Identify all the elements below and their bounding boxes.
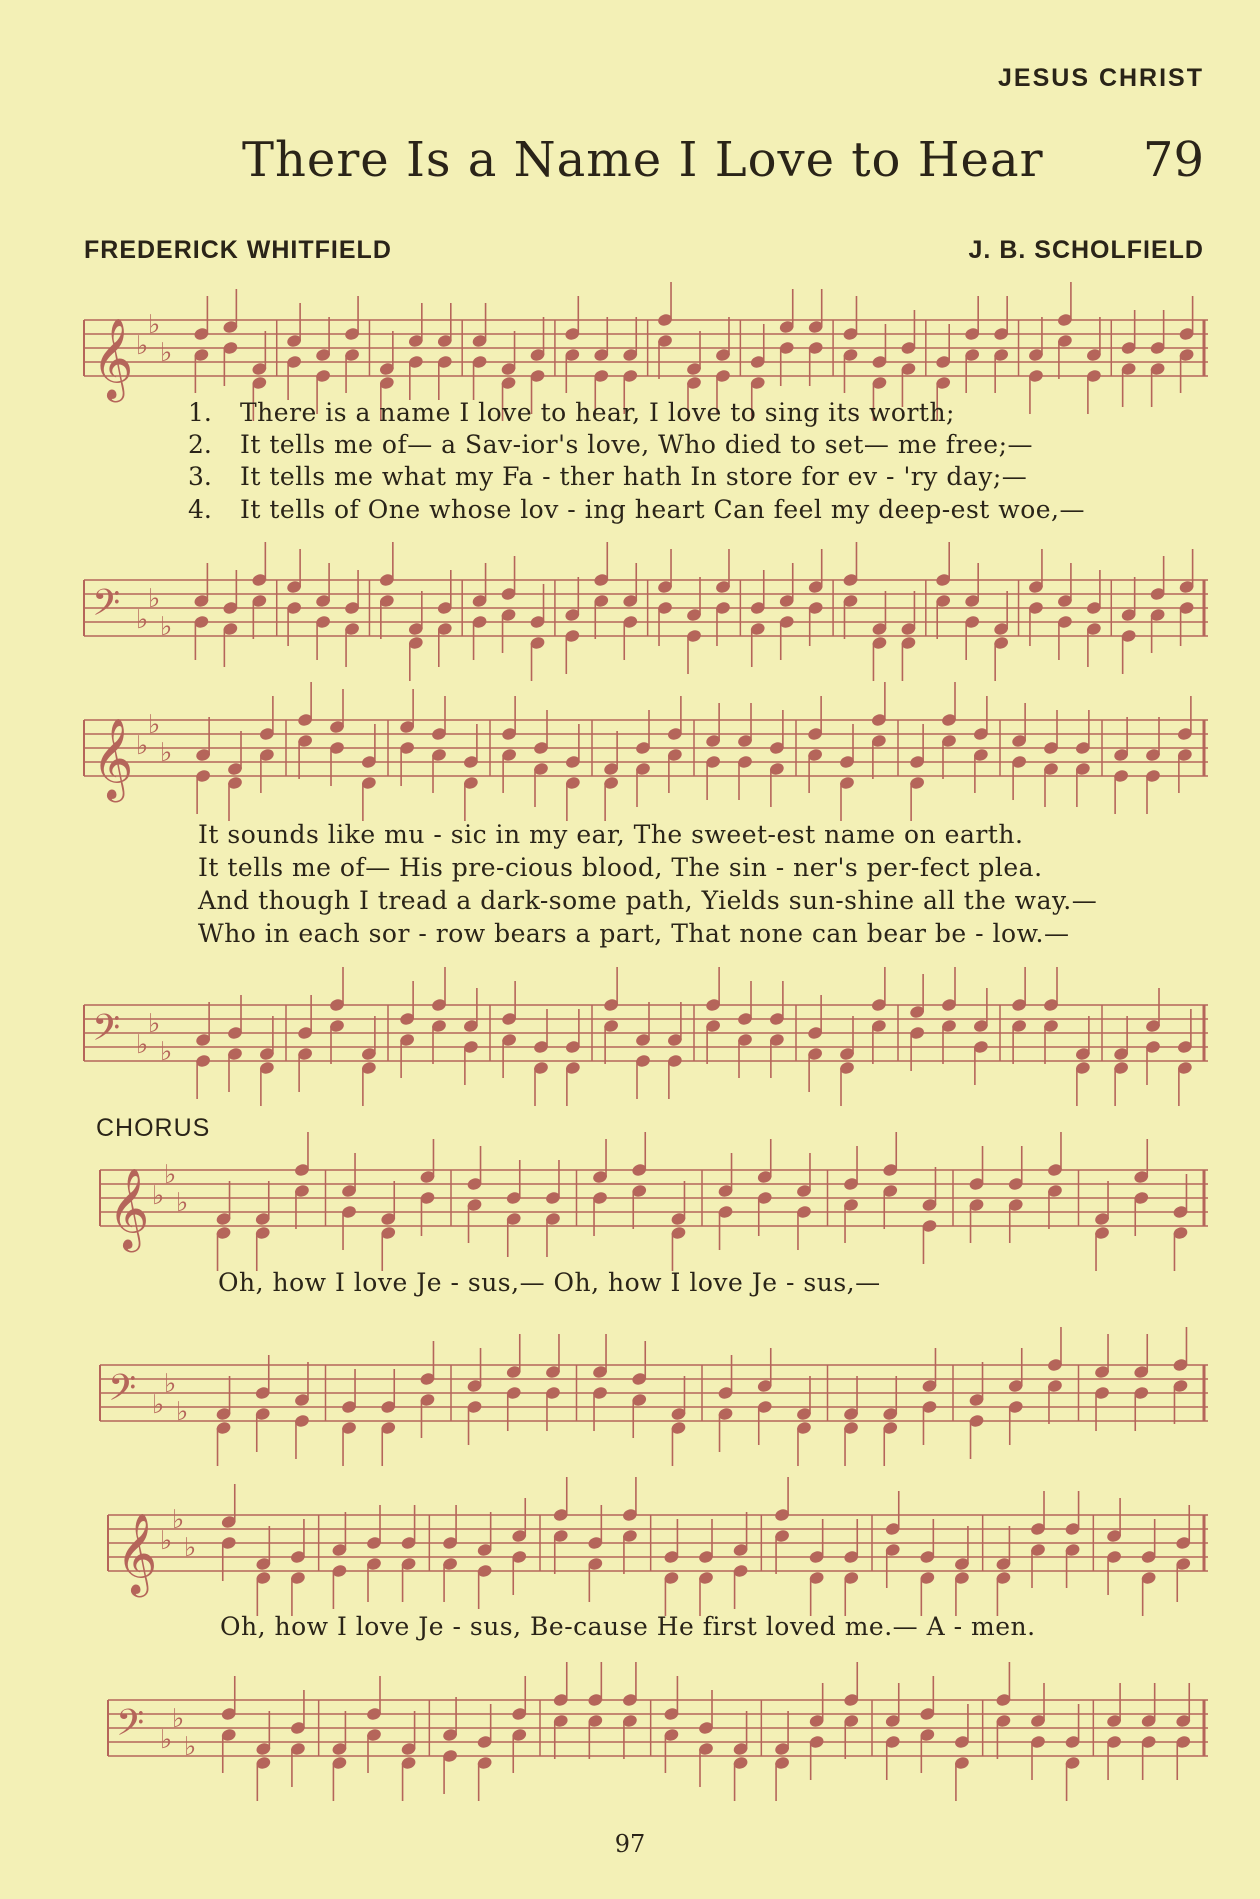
svg-text:♭: ♭ [160, 1037, 173, 1067]
svg-text:♭: ♭ [148, 584, 161, 614]
svg-text:♭: ♭ [152, 1181, 165, 1211]
svg-text:♭: ♭ [148, 1009, 161, 1039]
section-heading: JESUS CHRIST [998, 64, 1204, 92]
verse-number: 2. [188, 430, 212, 459]
lyric-line-verse-1b: It sounds like mu - sic in my ear, The sweet-est name on earth. [198, 820, 1024, 849]
svg-text:♭: ♭ [184, 1533, 197, 1563]
svg-text:♭: ♭ [176, 1397, 189, 1427]
svg-text:♭: ♭ [136, 331, 149, 361]
lyric-line-verse-2b: It tells me of— His pre-cious blood, The sin - ner's per-fect plea. [198, 853, 1043, 882]
treble-staff-system-2 [84, 700, 1208, 800]
bass-staff-chorus-1 [100, 1345, 1208, 1445]
verse-number: 4. [188, 495, 212, 524]
lyric-line-verse-4a: It tells of One whose lov - ing heart Can feel my deep-est woe,— [240, 495, 1085, 524]
svg-text:♭: ♭ [160, 1725, 173, 1755]
svg-text:𝄢: 𝄢 [108, 1367, 137, 1418]
treble-staff-system-1 [84, 300, 1208, 400]
lyric-line-verse-3b: And though I tread a dark-some path, Yields sun-shine all the way.— [198, 886, 1098, 915]
chorus-lyric-line-1: Oh, how I love Je - sus,— Oh, how I love Je - sus,— [218, 1268, 881, 1297]
svg-text:𝄢: 𝄢 [116, 1702, 145, 1753]
svg-text:♭: ♭ [136, 731, 149, 761]
svg-text:𝄞: 𝄞 [92, 717, 134, 799]
svg-text:♭: ♭ [164, 1160, 177, 1190]
verse-number: 3. [188, 462, 212, 491]
svg-text:𝄞: 𝄞 [116, 1512, 158, 1594]
bass-staff-system-1 [84, 560, 1208, 660]
svg-text:𝄢: 𝄢 [92, 1007, 121, 1058]
svg-text:♭: ♭ [160, 1526, 173, 1556]
bass-staff-chorus-2 [108, 1680, 1208, 1780]
lyric-line-verse-4b: Who in each sor - row bears a part, That none can bear be - low.— [198, 919, 1070, 948]
author-credit: FREDERICK WHITFIELD [84, 236, 392, 264]
svg-text:♭: ♭ [136, 605, 149, 635]
svg-text:♭: ♭ [184, 1732, 197, 1762]
svg-text:𝄞: 𝄞 [92, 317, 134, 399]
svg-text:𝄢: 𝄢 [92, 582, 121, 633]
svg-text:𝄞: 𝄞 [108, 1167, 150, 1249]
hymn-number: 79 [1142, 132, 1204, 188]
bass-staff-system-2 [84, 985, 1208, 1085]
treble-staff-chorus-1 [100, 1150, 1208, 1250]
svg-text:♭: ♭ [136, 1030, 149, 1060]
svg-text:♭: ♭ [148, 710, 161, 740]
lyric-line-verse-1a: There is a name I love to hear, I love to sing its worth; [240, 398, 955, 427]
svg-text:♭: ♭ [164, 1369, 177, 1399]
svg-text:♭: ♭ [160, 338, 173, 368]
lyric-line-verse-2a: It tells me of— a Sav-ior's love, Who died to set— me free;— [240, 430, 1034, 459]
svg-text:♭: ♭ [160, 612, 173, 642]
chorus-label: CHORUS [96, 1114, 211, 1142]
svg-text:♭: ♭ [148, 310, 161, 340]
verse-number: 1. [188, 398, 212, 427]
page-number: 97 [614, 1830, 646, 1858]
svg-text:♭: ♭ [176, 1188, 189, 1218]
hymn-title: There Is a Name I Love to Hear [242, 132, 1044, 188]
lyric-line-verse-3a: It tells me what my Fa - ther hath In store for ev - 'ry day;— [240, 462, 1028, 491]
svg-text:♭: ♭ [160, 738, 173, 768]
svg-text:♭: ♭ [152, 1390, 165, 1420]
treble-staff-chorus-2 [108, 1495, 1208, 1595]
svg-text:♭: ♭ [172, 1704, 185, 1734]
composer-credit: J. B. SCHOLFIELD [968, 236, 1204, 264]
svg-text:♭: ♭ [172, 1505, 185, 1535]
chorus-lyric-line-2: Oh, how I love Je - sus, Be-cause He first loved me.— A - men. [220, 1612, 1036, 1641]
